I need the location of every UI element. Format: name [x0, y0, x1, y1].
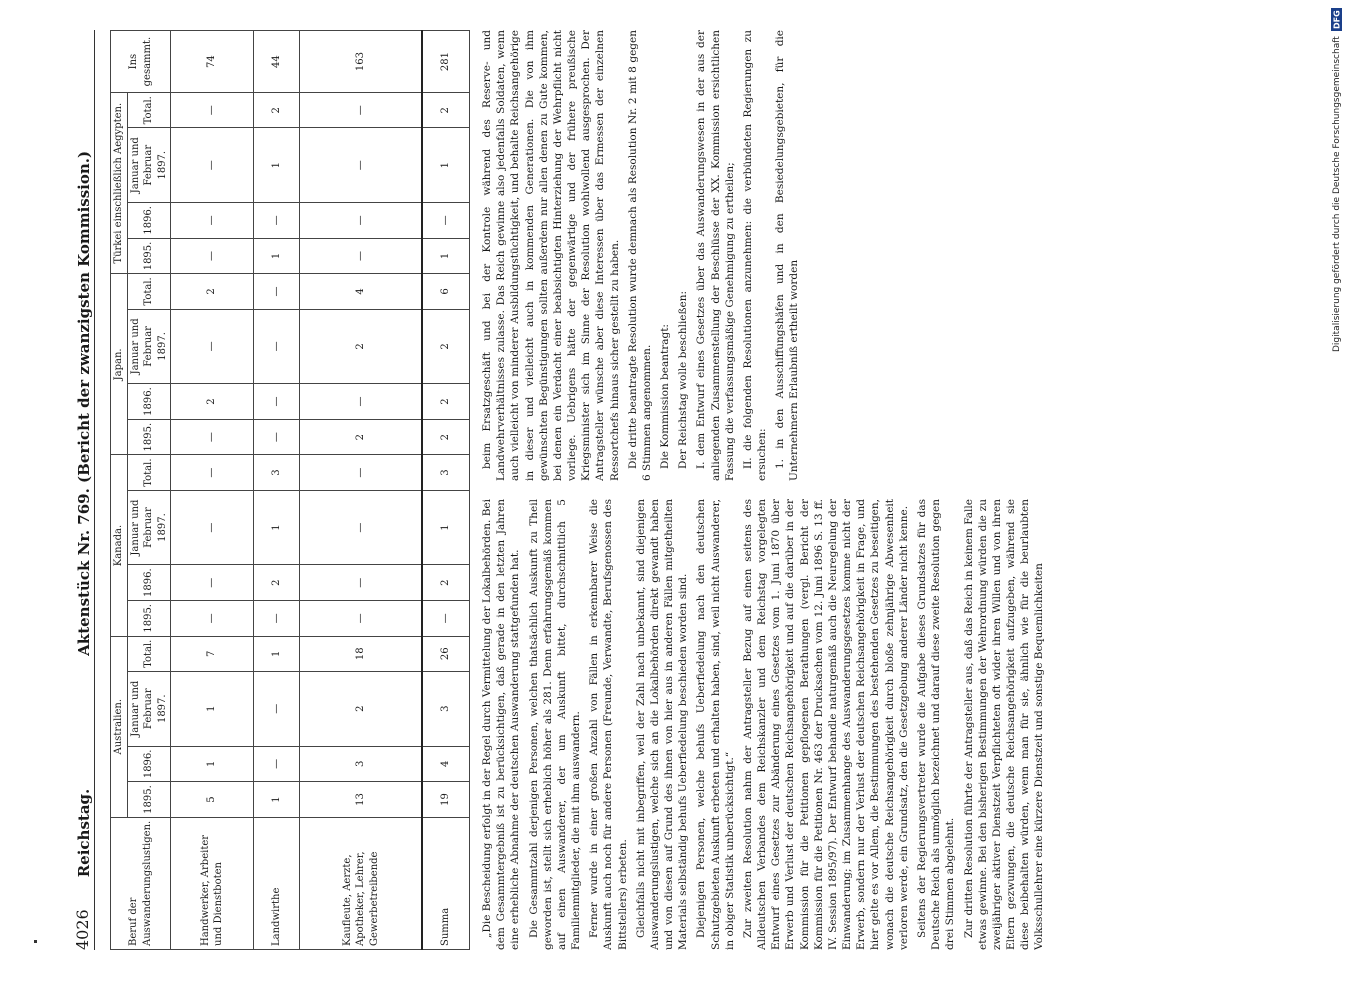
table-cell: 3	[422, 671, 469, 746]
header-title	[74, 30, 94, 777]
table-cell: —	[254, 671, 300, 746]
dfg-logo: DFG	[1332, 10, 1342, 29]
subcol-header: Total.	[127, 274, 171, 309]
group-1: Kanada.	[111, 455, 128, 636]
paragraph: Diejenigen Personen, welche behufs Ueberfiedelung nach den deutschen Schutzgebieten Auskunft erbeten und erhalten haben, sind, weil nicht Auswanderer, in obiger Statistik unberücksichtigt.“	[695, 499, 736, 950]
table-cell: 13	[300, 782, 422, 818]
table-cell: 19	[422, 782, 469, 818]
table-cell: —	[171, 238, 254, 274]
table-cell: 1	[254, 490, 300, 565]
row-total: 281	[422, 31, 469, 93]
subcol-header: Januar und Februar 1897.	[127, 309, 171, 384]
paragraph: beim Ersatzgeschäft und bei der Kontrole während des Reserve- und Landwehrverhältnisses zulasse. Das Reich gewinne also jedenfalls Soldaten, wenn auch vielleicht von minderer Ausbildungstüchtigkeit, und behalte Reichsangehörige in dieser und vielleicht auch in kommenden Generationen. Die von ihm gewünschten Begünstigungen sollten außerdem nur allen denen zu Gute kommen, bei denen ein Verdacht einer beabsichtigten Hinterziehung der Wehrpflicht nicht vorliege. Uebrigens hätte der gegenwärtige und der frühere preußische Kriegsminister sich im Sinne der Resolution wohlwollend ausgesprochen. Der Antragsteller wünsche aber diese Interessen über das Ermessen der einzelnen Ressortchefs hinaus sicher gestellt zu haben.	[481, 30, 621, 481]
table-cell: 1	[171, 746, 254, 782]
paragraph: 1. in den Ausschiffungshäfen und in den Besiedelungsgebieten, für die Unternehmern Erlaubniß ertheilt worden	[774, 30, 801, 481]
paragraph: „Die Bescheidung erfolgt in der Regel durch Vermittelung der Lokalbehörden. Bei dem Gesammtergebniß ist zu berücksichtigen, daß gerade in den letzten Jahren eine erhebliche Abnahme der deutschen Auswanderung stattgefunden hat.	[481, 499, 522, 950]
table-cell: 2	[422, 309, 469, 384]
col-beruf: Beruf der Auswanderungslustigen.	[111, 817, 171, 949]
group-2: Japan.	[111, 274, 128, 455]
table-cell: —	[300, 565, 422, 601]
table-cell: —	[254, 274, 300, 309]
header-main: Aktenstück Nr. 769.	[74, 488, 93, 656]
row-total: 163	[300, 31, 422, 93]
paragraph: Die Gesammtzahl derjenigen Personen, welchen thatsächlich Auskunft zu Theil geworden ist, stellt sich erheblich höher als 281. Denn erfahrungsgemäß kommen auf einen Auswanderer, der um Auskunft bittet, durchschnittlich 5 Familienmitglieder, die mit ihm auswandern.	[527, 499, 583, 950]
table-cell: 3	[300, 746, 422, 782]
table-row	[254, 31, 300, 950]
table-cell: —	[171, 490, 254, 565]
table-cell: —	[300, 238, 422, 274]
digitization-note	[1327, 8, 1347, 988]
subcol-header: 1895.	[127, 238, 171, 274]
table-cell: —	[254, 203, 300, 239]
paragraph: Ferner wurde in einer großen Anzahl von Fällen in erkennbarer Weise die Auskunft auch noch für andere Personen (Freunde, Verwandte, Berufsgenossen des Bittstellers) erbeten.	[588, 499, 629, 950]
table-cell: 6	[422, 274, 469, 309]
subcol-header: Total.	[127, 636, 171, 671]
table-cell: 26	[422, 636, 469, 671]
table-cell: —	[171, 309, 254, 384]
table-cell: 5	[171, 782, 254, 818]
table-cell: 2	[171, 274, 254, 309]
digitization-text: Digitalisierung gefördert durch die Deutsche Forschungsgemeinschaft	[1332, 36, 1342, 353]
table-row	[300, 31, 422, 950]
table-cell: 1	[254, 636, 300, 671]
row-label: Handwerker, Arbeiter und Dienstboten	[171, 817, 254, 949]
table-cell: —	[171, 128, 254, 203]
table-cell: —	[171, 565, 254, 601]
table-cell: —	[300, 93, 422, 128]
paragraph: Die Kommission beantragt:	[659, 324, 672, 469]
paragraph: II. die folgenden Resolutionen anzunehmen: die verbündeten Regierungen zu ersuchen:	[741, 30, 769, 481]
paragraph: Der Reichstag wolle beschließen:	[677, 290, 690, 469]
table-cell: —	[254, 384, 300, 420]
table-cell: —	[171, 419, 254, 455]
row-total: 44	[254, 31, 300, 93]
subheader-row	[127, 31, 171, 950]
subcol-header: 1895.	[127, 782, 171, 818]
table-cell: —	[300, 384, 422, 420]
text-column-right	[480, 30, 1340, 481]
table-cell: 3	[422, 455, 469, 490]
subcol-header: 1895.	[127, 419, 171, 455]
subcol-header: Januar und Februar 1897.	[127, 128, 171, 203]
table-cell: 1	[422, 490, 469, 565]
statistics-table	[110, 30, 470, 950]
table-cell: 2	[422, 419, 469, 455]
header-sub: (Bericht der zwanzigsten Kommission.)	[74, 150, 93, 483]
sum-row	[422, 31, 469, 950]
body-text	[480, 30, 1340, 950]
row-total: 74	[171, 31, 254, 93]
subcol-header: 1896.	[127, 384, 171, 420]
table-cell: 4	[422, 746, 469, 782]
paragraph: Seitens der Regierungsvertreter wurde die Aufgabe dieses Grundsatzes für das Deutsche Reich als unmöglich bezeichnet und darauf diese zweite Resolution gegen drei Stimmen abgelehnt.	[915, 499, 957, 950]
table-cell: —	[300, 490, 422, 565]
paragraph: I. dem Entwurf eines Gesetzes über das Auswanderungswesen in der aus der anliegenden Zusammenstellung der Beschlüsse der XX. Kommission ersichtlichen Fassung die verfassungsmäßige Genehmigung zu ertheilen;	[695, 30, 736, 481]
rotated-page	[60, 30, 1353, 950]
subcol-header: Total.	[127, 93, 171, 128]
subcol-header: Januar und Februar 1897.	[127, 490, 171, 565]
table-cell: 2	[254, 565, 300, 601]
table-cell: —	[171, 203, 254, 239]
paragraph: Die dritte beantragte Resolution wurde demnach als Resolution Nr. 2 mit 8 gegen 6 Stimmen angenommen.	[626, 30, 653, 481]
subcol-header: 1896.	[127, 565, 171, 601]
table-cell: —	[300, 203, 422, 239]
table-cell: 1	[254, 782, 300, 818]
table-cell: —	[254, 419, 300, 455]
subcol-header: Januar und Februar 1897.	[127, 671, 171, 746]
paragraph: Zur zweiten Resolution nahm der Antragsteller Bezug auf einen seitens des Alldeutschen Verbandes dem Reichskanzler und dem Reichstag vorgelegten Entwurf eines Gesetzes zur Abänderung eines Gesetzes vom 1. Juni 1870 über Erwerb und Verlust der deutschen Reichsangehörigkeit und auf die darüber in der Kommission für die Petitionen gepflogenen Berathungen (vergl. Bericht der Kommission für die Petitionen Nr. 463 der Drucksachen vom 12. Juni 1896 S. 13 ff. IV. Session 1895/97). Der Entwurf behandle naturgemäß auch die Neuregelung der Einwanderung; im Zusammenhange des Auswanderungsgesetzes komme nicht der Erwerb, sondern nur der Verlust der deutschen Reichsangehörigkeit in Frage, und hier gelte es vor Allem, die Bestimmungen des bestehenden Gesetzes zu beseitigen, wonach die deutsche Reichsangehörigkeit durch bloße zehnjährige Abwesenheit verloren werde, ein Grundsatz, den die Gesetzgebung anderer Länder nicht kenne.	[741, 499, 910, 950]
paragraph: Gleichfalls nicht mit inbegriffen, weil der Zahl nach unbekannt, sind diejenigen Auswanderungslustigen, welche sich an die Lokalbehörden direkt gewandt haben und von diesen auf Grund des ihnen von hier aus in anderen Fällen mitgetheilten Materials selbständig behufs Ueberfiedelung beschieden worden sind.	[634, 499, 690, 950]
table-cell: 2	[171, 384, 254, 420]
table-cell: 1	[422, 128, 469, 203]
group-3: Türkei einschließlich Aegypten.	[111, 93, 128, 274]
row-label: Summa	[422, 817, 469, 949]
table-row	[171, 31, 254, 950]
table-cell: 2	[422, 384, 469, 420]
table-cell: 2	[300, 419, 422, 455]
table-cell: 7	[171, 636, 254, 671]
table-cell: —	[422, 203, 469, 239]
page-number: 4026	[73, 909, 93, 950]
table-cell: 2	[300, 309, 422, 384]
table-cell: 18	[300, 636, 422, 671]
row-label: Kaufleute, Aerzte, Apotheker, Lehrer, Gewerbetreibende	[300, 817, 422, 949]
table-cell: —	[300, 128, 422, 203]
table-cell: —	[171, 455, 254, 490]
table-cell: 2	[422, 565, 469, 601]
table-cell: 2	[254, 93, 300, 128]
row-label: Landwirthe	[254, 817, 300, 949]
table-cell: 2	[300, 671, 422, 746]
table-cell: —	[254, 309, 300, 384]
header-left: Reichstag.	[74, 788, 93, 878]
table-cell: —	[171, 601, 254, 637]
table-cell: —	[422, 601, 469, 637]
table-cell: —	[300, 455, 422, 490]
table-body	[171, 31, 470, 950]
table-cell: —	[254, 601, 300, 637]
subcol-header: 1896.	[127, 203, 171, 239]
table-cell: 1	[171, 671, 254, 746]
table-cell: —	[254, 746, 300, 782]
page-header	[60, 30, 95, 950]
table-cell: 4	[300, 274, 422, 309]
subcol-header: Total.	[127, 455, 171, 490]
text-column-left	[480, 499, 1340, 950]
table-cell: 1	[422, 238, 469, 274]
group-0: Australien.	[111, 636, 128, 817]
table-cell: 3	[254, 455, 300, 490]
table-cell: 1	[254, 238, 300, 274]
table-cell: 2	[422, 93, 469, 128]
scan-mark	[34, 940, 37, 943]
paragraph: Zur dritten Resolution führte der Antragsteller aus, daß das Reich in keinem Falle etwas gewinne. Bei den bisherigen Bestimmungen der Wehrordnung würden die zu zweijähriger aktiver Dienstzeit Verpflichteten oft wider ihren Willen und von ihren Eltern gezwungen, die deutsche Reichsangehörigkeit aufzugeben, während sie diese beibehalten würden, wenn man für sie, ähnlich wie für die beurlaubten Volksschullehrer eine kürzere Dienstzeit und sonstige Bequemlichkeiten	[962, 499, 1046, 950]
table-cell: —	[300, 601, 422, 637]
table-cell: —	[171, 93, 254, 128]
col-total: Ins gesammt.	[111, 31, 171, 93]
table-cell: 1	[254, 128, 300, 203]
subcol-header: 1895.	[127, 601, 171, 637]
subcol-header: 1896.	[127, 746, 171, 782]
